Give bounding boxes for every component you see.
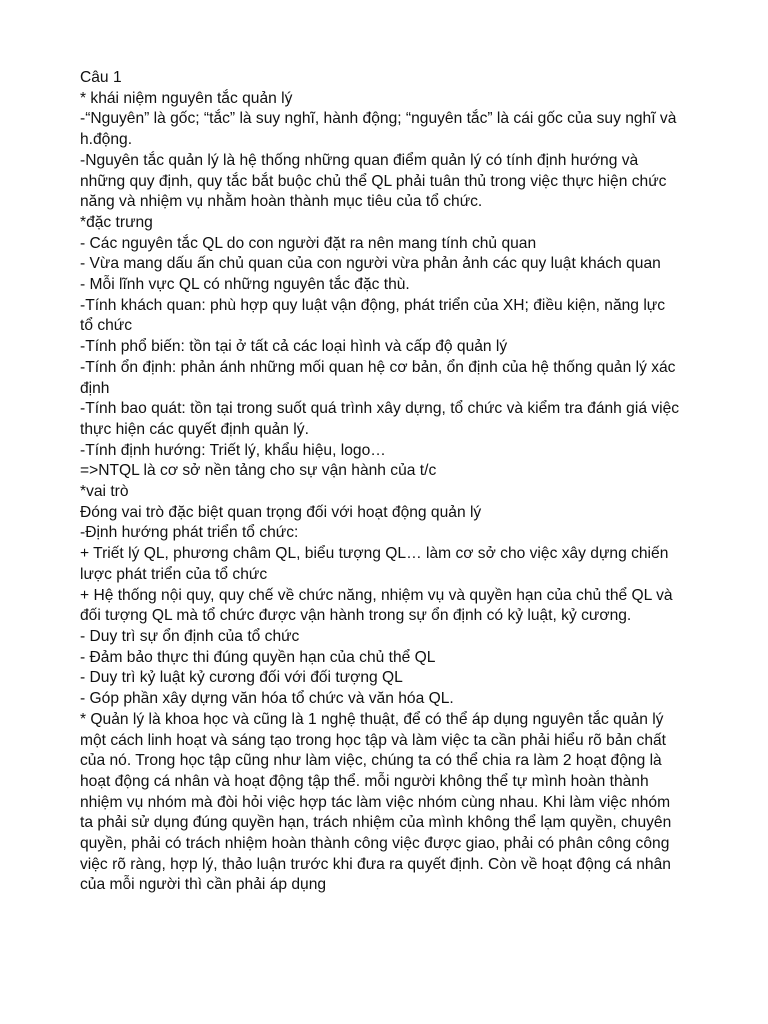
section-heading-characteristics: *đặc trưng xyxy=(80,213,153,231)
question-heading: Câu 1 xyxy=(80,69,122,86)
section-heading-role: *vai trò xyxy=(80,483,129,501)
paragraph: - Mỗi lĩnh vực QL có những nguyên tắc đặc thù. xyxy=(80,276,410,294)
paragraph: - Duy trì kỷ luật kỷ cương đối với đối tượng QL xyxy=(80,669,403,687)
paragraph: - Duy trì sự ổn định của tổ chức xyxy=(80,627,300,645)
paragraph: -Định hướng phát triển tổ chức: xyxy=(80,524,299,542)
paragraph: =>NTQL là cơ sở nền tảng cho sự vận hành của t/c xyxy=(80,462,437,480)
paragraph: Đóng vai trò đặc biệt quan trọng đối với hoạt động quản lý xyxy=(80,503,482,521)
paragraph: -“Nguyên” là gốc; “tắc” là suy nghĩ, hành động; “nguyên tắc” là cái gốc của suy nghĩ và h.động. xyxy=(80,110,677,149)
paragraph: -Nguyên tắc quản lý là hệ thống những quan điểm quản lý có tính định hướng và những quy định, quy tắc bắt buộc chủ thể QL phải tuân thủ trong việc thực hiện chức năng và nhiệm vụ nhằm hoàn thành mục tiêu của tổ chức. xyxy=(80,151,667,211)
paragraph: + Triết lý QL, phương châm QL, biểu tượng QL… làm cơ sở cho việc xây dựng chiến lược phát triển của tổ chức xyxy=(80,545,669,583)
paragraph: + Hệ thống nội quy, quy chế về chức năng, nhiệm vụ và quyền hạn của chủ thể QL và đối tượng QL mà tổ chức được vận hành trong sự ổn định có kỷ luật, kỷ cương. xyxy=(80,586,673,625)
paragraph: -Tính phổ biến: tồn tại ở tất cả các loại hình và cấp độ quản lý xyxy=(80,338,508,356)
document-body xyxy=(80,68,680,896)
paragraph: - Góp phần xây dựng văn hóa tổ chức và văn hóa QL. xyxy=(80,690,454,708)
paragraph: -Tính bao quát: tồn tại trong suốt quá trình xây dựng, tổ chức và kiểm tra đánh giá việc thực hiện các quyết định quản lý. xyxy=(80,400,680,438)
paragraph: -Tính khách quan: phù hợp quy luật vận động, phát triển của XH; điều kiện, năng lực tổ chức xyxy=(80,296,666,335)
paragraph: -Tính định hướng: Triết lý, khẩu hiệu, logo… xyxy=(80,441,386,459)
paragraph: - Đảm bảo thực thi đúng quyền hạn của chủ thể QL xyxy=(80,648,436,666)
paragraph: * Quản lý là khoa học và cũng là 1 nghệ thuật, để có thể áp dụng nguyên tắc quản lý một cách linh hoạt và sáng tạo trong học tập và làm việc ta cần phải hiểu rõ bản chất của nó. Trong học tập cũng như làm việc, chúng ta có thể chia ra làm 2 hoạt động là hoạt động cá nhân và hoạt động tập thể. mỗi người không thể tự mình hoàn thành nhiệm vụ nhóm mà đòi hỏi việc hợp tác làm việc nhóm cùng nhau. Khi làm việc nhóm ta phải sử dụng đúng quyền hạn, trách nhiệm của mình không thể lạm quyền, chuyên quyền, phải có trách nhiệm hoàn thành công việc được giao, phải có phân công công việc rõ ràng, hợp lý, thảo luận trước khi đưa ra quyết định. Còn về hoạt động cá nhân của mỗi người thì cần phải áp dụng xyxy=(80,710,672,894)
section-heading-concept: * khái niệm nguyên tắc quản lý xyxy=(80,89,293,107)
paragraph: - Vừa mang dấu ấn chủ quan của con người vừa phản ảnh các quy luật khách quan xyxy=(80,255,661,273)
paragraph: -Tính ổn định: phản ánh những mối quan hệ cơ bản, ổn định của hệ thống quản lý xác định xyxy=(80,358,676,397)
paragraph: - Các nguyên tắc QL do con người đặt ra nên mang tính chủ quan xyxy=(80,234,537,252)
